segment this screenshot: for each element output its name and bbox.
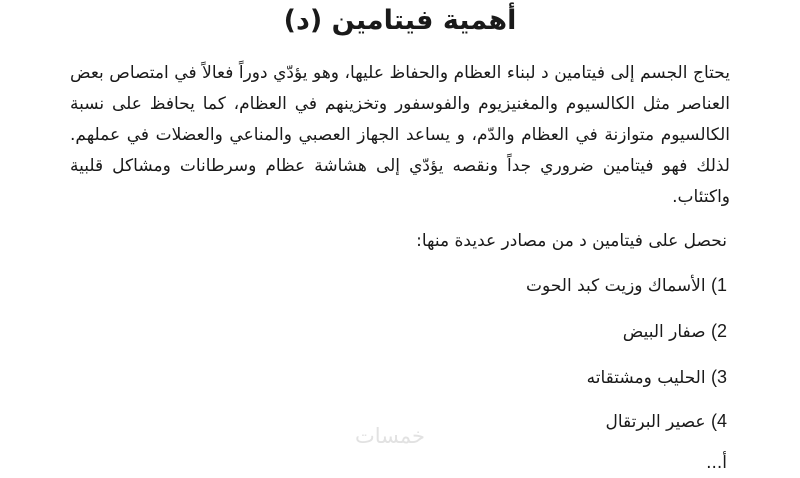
sources-intro: نحصل على فيتامين د من مصادر عديدة منها: xyxy=(416,231,727,251)
list-item-number: 2) xyxy=(710,321,727,341)
cutoff-text-line: أ... xyxy=(706,453,727,473)
list-item-text: الحليب ومشتقاته xyxy=(586,368,706,388)
list-item-text: صفار البيض xyxy=(622,322,706,342)
list-item xyxy=(623,316,727,347)
list-item xyxy=(587,362,727,393)
list-item-number: 3) xyxy=(710,367,727,387)
list-item xyxy=(526,270,727,301)
list-item xyxy=(606,406,728,437)
list-item-text: عصير البرتقال xyxy=(605,412,706,432)
page-title: أهمية فيتامين (د) xyxy=(283,5,517,36)
list-item-number: 4) xyxy=(710,411,727,431)
watermark-logo: خمسات xyxy=(355,424,426,448)
list-item-number: 1) xyxy=(710,275,727,295)
list-item-text: الأسماك وزيت كبد الحوت xyxy=(526,276,706,296)
body-paragraph: يحتاج الجسم إلى فيتامين د لبناء العظام والحفاظ عليها، وهو يؤدّي دوراً فعالاً في امتصاص بعض العناصر مثل الكالسيوم والمغنيزيوم والفوسفور وتخزينهم في العظام، كما يحافظ على نسبة الكالسيوم متوازنة في العظام والدّم، و يساعد الجهاز العصبي والمناعي والعضلات في عملهم. لذلك فهو فيتامين ضروري جداً ونقصه يؤدّي إلى هشاشة عظام وسرطانات ومشاكل قلبية واكتئاب. xyxy=(70,63,730,207)
